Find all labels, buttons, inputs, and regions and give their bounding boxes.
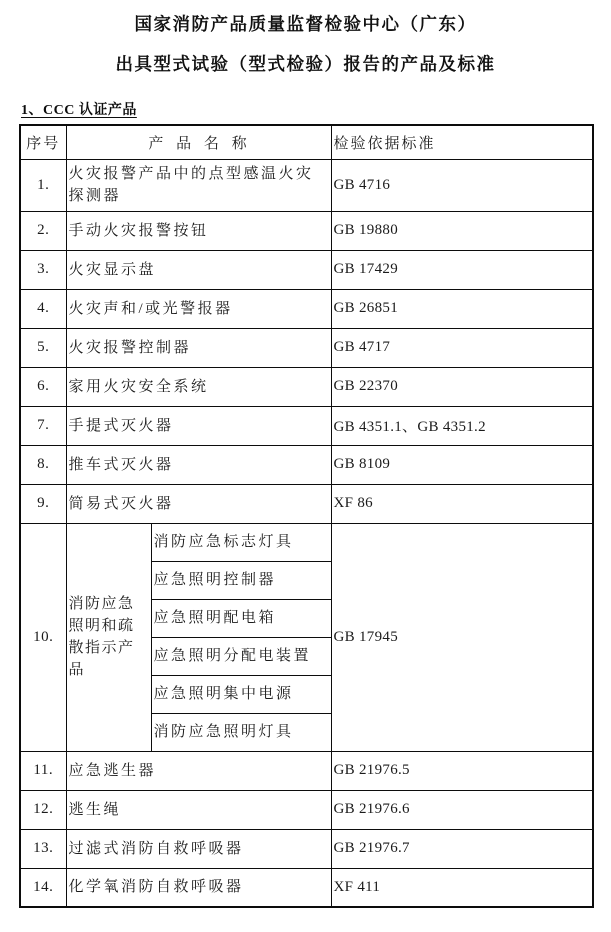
sub-item-cell: 应急照明分配电装置 [151,637,331,675]
standard-cell: GB 22370 [331,367,593,406]
product-name-cell: 逃生绳 [66,790,331,829]
standard-cell: GB 4351.1、GB 4351.2 [331,406,593,445]
standard-cell: GB 26851 [331,289,593,328]
sub-item-cell: 消防应急照明灯具 [151,713,331,751]
header-product-name: 产 品 名 称 [66,125,331,159]
sub-item-cell: 应急照明集中电源 [151,675,331,713]
product-name-cell: 火灾报警控制器 [66,328,331,367]
product-name-cell: 简易式灭火器 [66,484,331,523]
row-number-cell: 1. [20,159,66,211]
product-name-cell: 火灾显示盘 [66,250,331,289]
product-name-cell: 手动火灾报警按钮 [66,211,331,250]
row-number-cell: 13. [20,829,66,868]
sub-item-cell: 应急照明配电箱 [151,599,331,637]
product-name-cell: 家用火灾安全系统 [66,367,331,406]
standard-cell: GB 17429 [331,250,593,289]
product-name-cell: 火灾报警产品中的点型感温火灾探测器 [66,159,331,211]
table-row [20,328,593,367]
standard-cell: GB 8109 [331,445,593,484]
sub-item-cell: 消防应急标志灯具 [151,523,331,561]
group-label-cell: 消防应急照明和疏散指示产品 [66,523,151,751]
product-name-cell: 过滤式消防自救呼吸器 [66,829,331,868]
table-row [20,367,593,406]
standard-cell: GB 4716 [331,159,593,211]
standard-cell: GB 19880 [331,211,593,250]
standard-cell: XF 86 [331,484,593,523]
table-row [20,211,593,250]
table-row [20,751,593,790]
row-number-cell: 5. [20,328,66,367]
product-name-cell: 推车式灭火器 [66,445,331,484]
standard-cell: XF 411 [331,868,593,907]
table-row [20,159,593,211]
row-number-cell: 4. [20,289,66,328]
row-number-cell: 10. [20,523,66,751]
row-number-cell: 8. [20,445,66,484]
table-row [20,289,593,328]
product-name-cell: 火灾声和/或光警报器 [66,289,331,328]
table-sub-row [20,523,593,561]
table-row [20,829,593,868]
product-table-body [20,159,593,907]
product-name-cell: 手提式灭火器 [66,406,331,445]
row-number-cell: 7. [20,406,66,445]
standard-cell: GB 17945 [331,523,593,751]
table-row [20,445,593,484]
row-number-cell: 6. [20,367,66,406]
row-number-cell: 2. [20,211,66,250]
document-title-line2: 出具型式试验（型式检验）报告的产品及标准 [115,54,496,74]
table-row [20,250,593,289]
table-row [20,406,593,445]
row-number-cell: 3. [20,250,66,289]
row-number-cell: 12. [20,790,66,829]
table-row [20,868,593,907]
standard-cell: GB 21976.5 [331,751,593,790]
row-number-cell: 11. [20,751,66,790]
document-title-line1: 国家消防产品质量监督检验中心（广东） [134,14,477,34]
product-standards-table [19,124,594,908]
row-number-cell: 14. [20,868,66,907]
header-serial-number: 序号 [20,125,66,159]
table-row [20,484,593,523]
section-heading-ccc: 1、CCC 认证产品 [21,103,137,118]
header-inspection-standard: 检验依据标准 [331,125,593,159]
product-name-cell: 化学氧消防自救呼吸器 [66,868,331,907]
standard-cell: GB 21976.7 [331,829,593,868]
standard-cell: GB 4717 [331,328,593,367]
row-number-cell: 9. [20,484,66,523]
sub-item-cell: 应急照明控制器 [151,561,331,599]
table-row [20,790,593,829]
standard-cell: GB 21976.6 [331,790,593,829]
table-header-row [20,125,593,159]
product-name-cell: 应急逃生器 [66,751,331,790]
